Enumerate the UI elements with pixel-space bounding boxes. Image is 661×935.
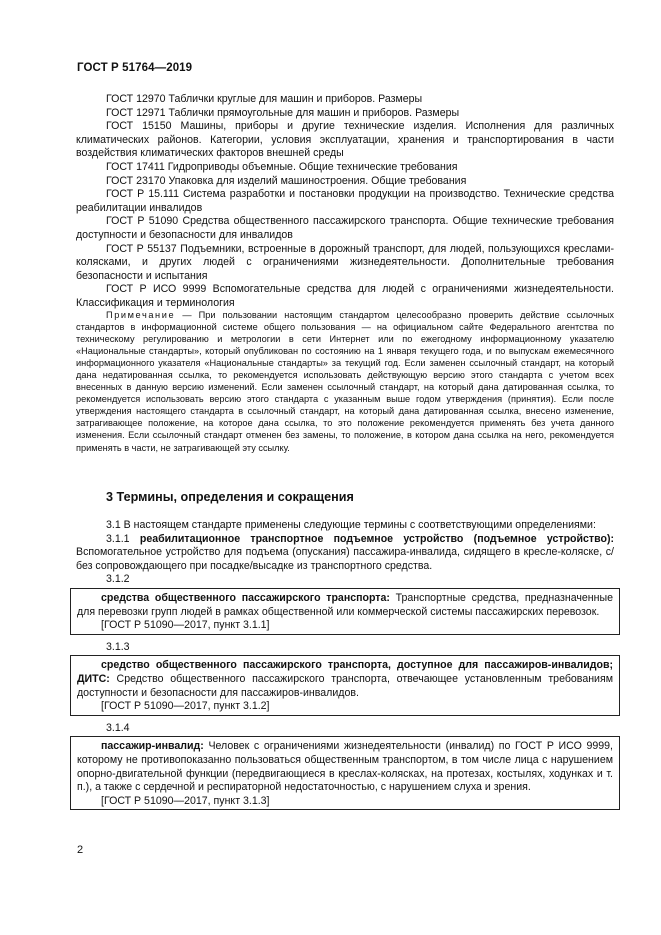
term-3-1-1 xyxy=(76,533,614,574)
reference-item: ГОСТ 15150 Машины, приборы и другие технические изделия. Исполнения для различных климатических районов. Категории, условия эксплуатации, хранения и транспортирования в части воздействия климатических факторов внешней среды xyxy=(76,120,614,160)
term-name: пассажир-инвалид: xyxy=(101,740,204,753)
reference-item: ГОСТ Р 15.111 Система разработки и постановки продукции на производство. Технические средства реабилитации инвалидов xyxy=(76,188,614,214)
term-definition: Человек с ограничениями жизнедеятельности (инвалид) по ГОСТ Р ИСО 9999, которому не противопоказанно пользоваться общественным транспортом, в том числе лица с нарушением опорно-двигательной функции (передвигающиеся в креслах-колясках, на протезах, костылях, ходунках и т. п.), а также с сердечной и респираторной недостаточностью, с нарушением слуха и зрения. xyxy=(77,740,613,794)
term-entry xyxy=(77,592,613,619)
term-definition: Транспортные средства, предназначенные для перевозки групп людей в рамках общественной или коммерческой системы пассажирских перевозок. xyxy=(77,591,613,618)
term-number: 3.1.3 xyxy=(106,640,130,653)
term-definition: Средство общественного пассажирского транспорта, отвечающее установленным требованиям доступности и безопасности для пассажиров-инвалидов. xyxy=(77,672,613,699)
reference-item: ГОСТ Р 51090 Средства общественного пассажирского транспорта. Общие технические требования доступности и безопасности для инвалидов xyxy=(76,215,614,241)
reference-item: ГОСТ 17411 Гидроприводы объемные. Общие технические требования xyxy=(106,160,458,173)
term-name: реабилитационное транспортное подъемное устройство (подъемное устройство): xyxy=(139,532,615,545)
reference-item: ГОСТ Р ИСО 9999 Вспомогательные средства для людей с ограничениями жизнедеятельности. Классификация и терминология xyxy=(76,283,614,309)
note-text: — При пользовании настоящим стандартом целесообразно проверить действие ссылочных стандартов в информационной системе общего пользования — на официальном сайте Федерального агентства по техническому регулированию и метрологии в сети Интернет или по ежегодному информационному указателю «Национальные стандарты», который опубликован по состоянию на 1 января текущего года, и по выпускам ежемесячного информационного указателя «Национальные стандарты» за текущий год. Если заменен ссылочный стандарт, на который дана недатированная ссылка, то рекомендуется использовать действующую версию этого стандарта с учетом всех внесенных в данную версию изменений. Если заменен ссылочный стандарт, на который дана датированная ссылка, то рекомендуется использовать версию этого стандарта с указанным выше годом утверждения (принятия). Если после утверждения настоящего стандарта в ссылочный стандарт, на который дана датированная ссылка, внесено изменение, затрагивающее положение, на которое дана ссылка, то это положение рекомендуется применять без учета данного изменения. Если ссылочный стандарт отменен без замены, то положение, в котором дана ссылка на него, рекомендуется применять в части, не затрагивающей эту ссылку. xyxy=(76,310,614,453)
term-source: [ГОСТ Р 51090—2017, пункт 3.1.2] xyxy=(101,700,270,713)
terms-section xyxy=(76,519,614,816)
term-box-3-1-4 xyxy=(70,736,620,810)
term-number: 3.1.2 xyxy=(106,573,130,586)
reference-item: ГОСТ 23170 Упаковка для изделий машиностроения. Общие требования xyxy=(106,174,467,187)
term-source: [ГОСТ Р 51090—2017, пункт 3.1.3] xyxy=(101,794,270,807)
reference-item: ГОСТ Р 55137 Подъемники, встроенные в дорожный транспорт, для людей, пользующихся креслами-колясками, и других людей с ограничениями жизнедеятельности. Дополнительные требования безопасности и испытания xyxy=(76,242,614,282)
term-number: 3.1.4 xyxy=(106,721,130,734)
note-label: Примечание xyxy=(106,310,176,320)
note-block xyxy=(76,309,614,454)
page-number: 2 xyxy=(77,844,84,856)
note-paragraph xyxy=(76,309,614,454)
term-entry xyxy=(77,740,613,794)
term-box-3-1-3 xyxy=(70,655,620,715)
term-source: [ГОСТ Р 51090—2017, пункт 3.1.1] xyxy=(101,619,270,632)
normative-references-list xyxy=(76,93,614,311)
term-name: средство общественного пассажирского транспорта, доступное для пассажиров-инвалидов; ДИТС: xyxy=(77,659,613,685)
term-box-3-1-2 xyxy=(70,588,620,635)
reference-item: ГОСТ 12971 Таблички прямоугольные для машин и приборов. Размеры xyxy=(106,106,460,119)
term-name: средства общественного пассажирского транспорта: xyxy=(101,591,390,604)
reference-item: ГОСТ 12970 Таблички круглые для машин и приборов. Размеры xyxy=(106,93,423,105)
term-entry xyxy=(77,659,613,700)
running-header: ГОСТ Р 51764—2019 xyxy=(77,62,193,74)
term-definition: Вспомогательное устройство для подъема (опускания) пассажира-инвалида, сидящего в кресле-коляске, с/без сопровождающего при посадке/высадке из транспортного средства. xyxy=(76,546,614,572)
terms-intro: 3.1 В настоящем стандарте применены следующие термины с соответствующими определениями: xyxy=(106,519,596,531)
term-number: 3.1.1 xyxy=(106,532,140,545)
section-heading: 3 Термины, определения и сокращения xyxy=(106,490,354,504)
